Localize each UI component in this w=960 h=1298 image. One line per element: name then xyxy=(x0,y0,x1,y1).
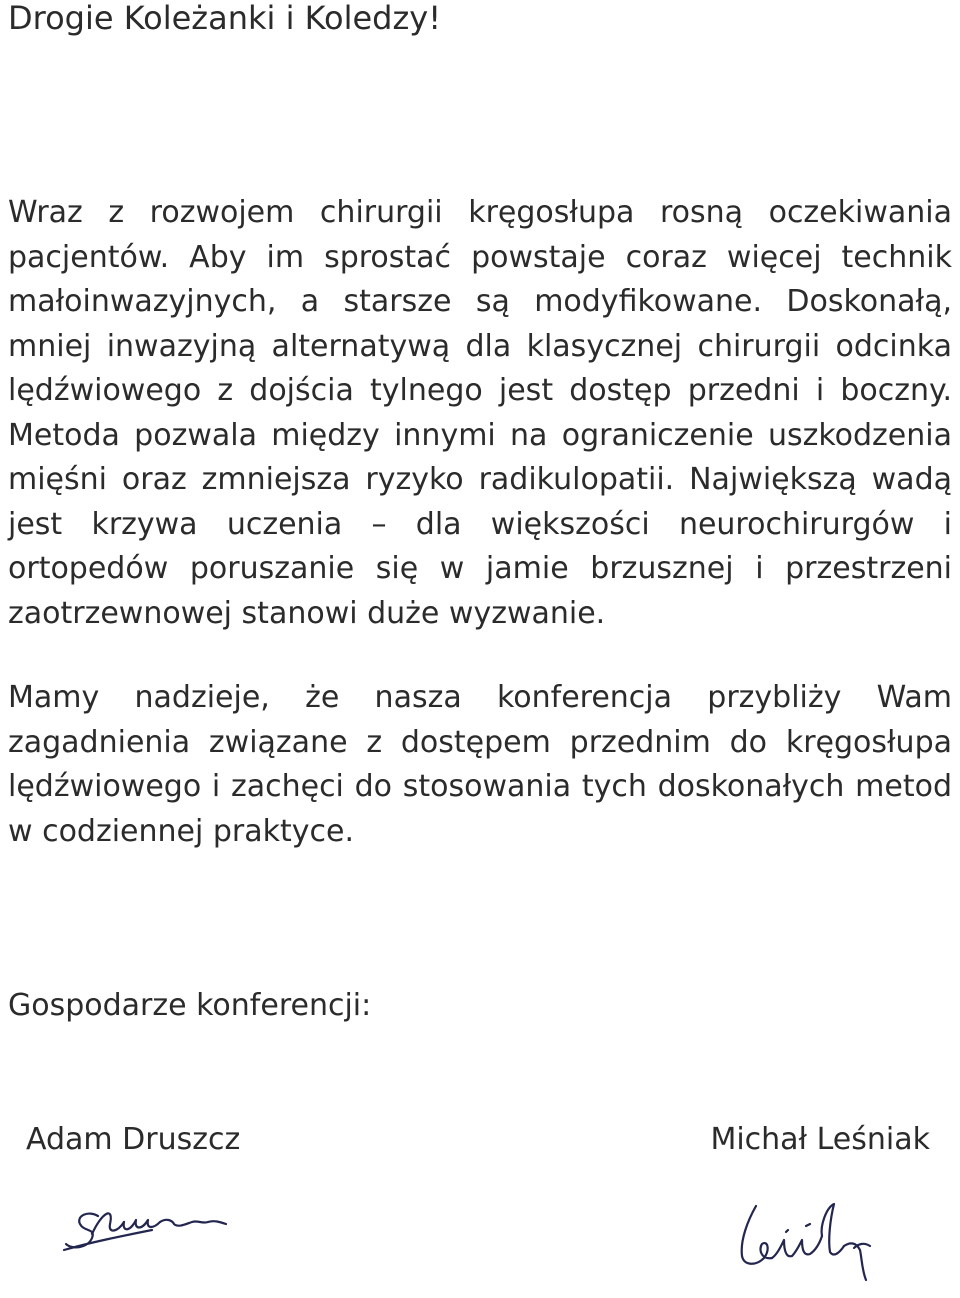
host-name-left: Adam Druszcz xyxy=(26,1122,241,1157)
letter-paragraph: Mamy nadzieje, że nasza konferencja przybliży Wam zagadnienia związane z dostępem przednim do kręgosłupa lędźwiowego i zachęci do stosowania tych doskonałych metod w codziennej praktyce. xyxy=(8,680,952,849)
signature-left-drawing xyxy=(62,1198,240,1264)
signature-right-drawing xyxy=(730,1196,888,1284)
letter-paragraph: Wraz z rozwojem chirurgii kręgosłupa rosną oczekiwania pacjentów. Aby im sprostać powstaje coraz więcej technik małoinwazyjnych, a starsze są modyfikowane. Doskonałą, mniej inwazyjną alternatywą dla klasycznej chirurgii odcinka lędźwiowego z dojścia tylnego jest dostęp przedni i boczny. Metoda pozwala między innymi na ograniczenie uszkodzenia mięśni oraz zmniejsza ryzyko radikulopatii. Największą wadą jest krzywa uczenia – dla większości neurochirurgów i ortopedów poruszanie się w jamie brzusznej i przestrzeni zaotrzewnowej stanowi duże wyzwanie. xyxy=(8,195,952,631)
letter-greeting: Drogie Koleżanki i Koledzy! xyxy=(8,0,442,37)
host-name-right: Michał Leśniak xyxy=(710,1122,930,1157)
signature-left xyxy=(62,1198,240,1264)
signature-right xyxy=(730,1196,888,1284)
hosts-label: Gospodarze konferencji: xyxy=(8,988,372,1023)
